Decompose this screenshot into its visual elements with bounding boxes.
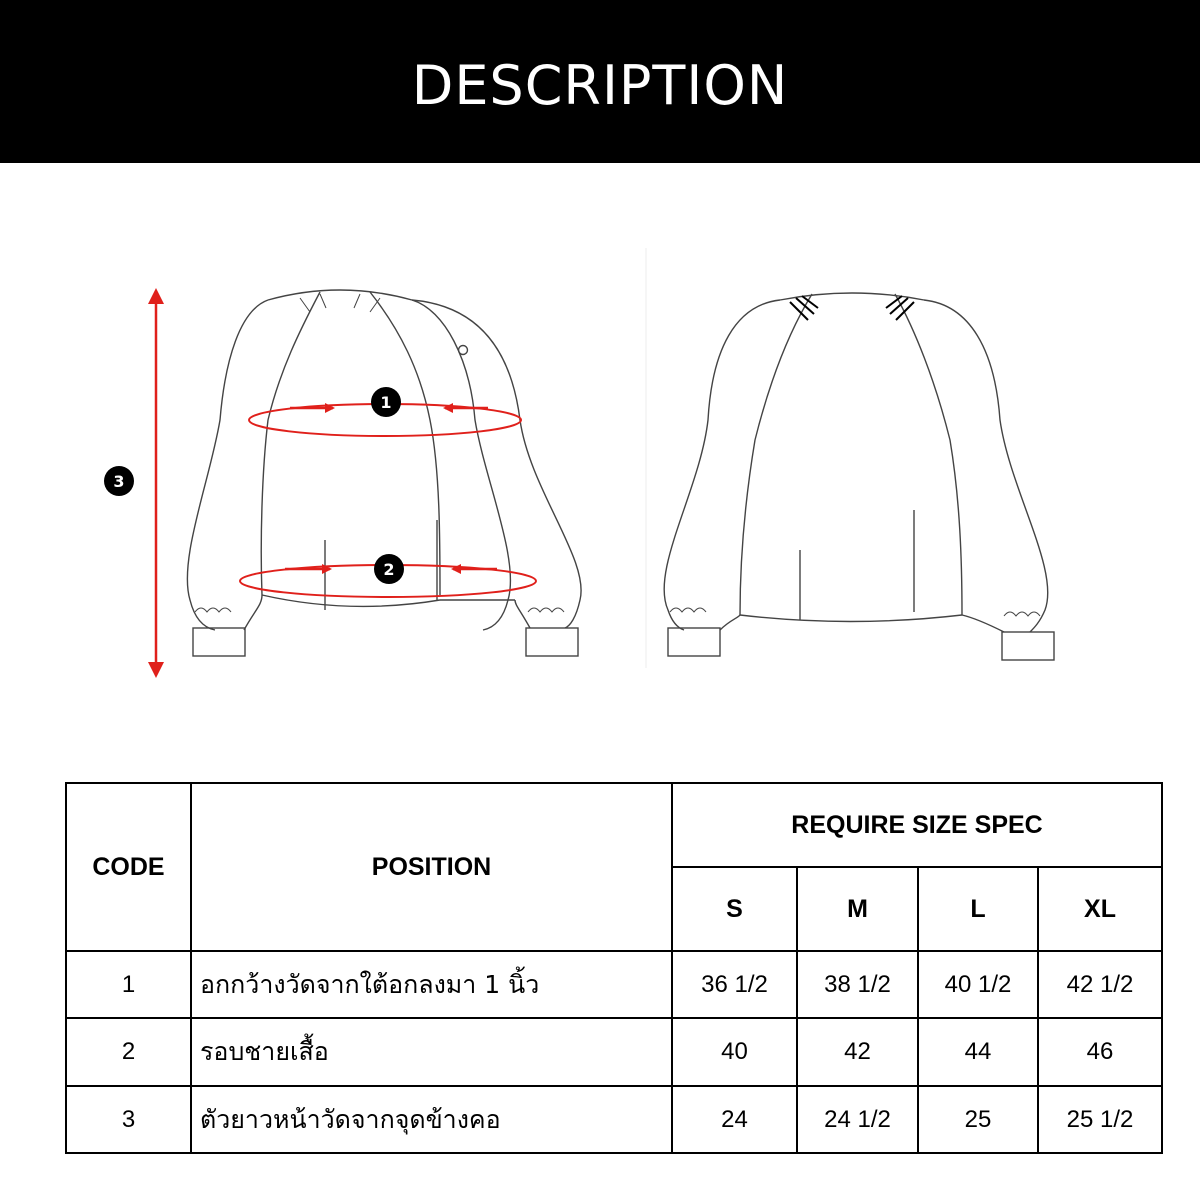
front-view-sketch <box>187 290 581 656</box>
row-value-l: 40 1/2 <box>918 951 1038 1018</box>
header-code: CODE <box>66 783 191 951</box>
header-bar <box>0 0 1200 163</box>
row-code: 1 <box>66 951 191 1018</box>
table-row <box>66 951 1162 1018</box>
size-spec-table <box>65 782 1163 1154</box>
row-position: รอบชายเสื้อ <box>191 1018 672 1086</box>
marker-3: 3 <box>113 472 125 491</box>
row-value-m: 38 1/2 <box>797 951 918 1018</box>
row-value-xl: 25 1/2 <box>1038 1086 1162 1153</box>
header-size-m: M <box>797 867 918 951</box>
row-value-xl: 46 <box>1038 1018 1162 1086</box>
marker-1: 1 <box>380 393 392 412</box>
row-code: 3 <box>66 1086 191 1153</box>
header-position: POSITION <box>191 783 672 951</box>
row-value-s: 36 1/2 <box>672 951 797 1018</box>
table-row <box>66 1086 1162 1153</box>
back-view-sketch <box>664 293 1054 660</box>
header-size-xl: XL <box>1038 867 1162 951</box>
header-size-spec: REQUIRE SIZE SPEC <box>672 783 1162 867</box>
row-value-l: 25 <box>918 1086 1038 1153</box>
row-value-l: 44 <box>918 1018 1038 1086</box>
row-code: 2 <box>66 1018 191 1086</box>
row-position: อกกว้างวัดจากใต้อกลงมา 1 นิ้ว <box>191 951 672 1018</box>
header-size-s: S <box>672 867 797 951</box>
table-row <box>66 1018 1162 1086</box>
row-value-m: 24 1/2 <box>797 1086 918 1153</box>
hem-measurement <box>240 554 536 597</box>
chest-measurement <box>249 387 521 436</box>
row-position: ตัวยาวหน้าวัดจากจุดข้างคอ <box>191 1086 672 1153</box>
row-value-m: 42 <box>797 1018 918 1086</box>
row-value-xl: 42 1/2 <box>1038 951 1162 1018</box>
length-measurement <box>104 288 164 678</box>
page-title: DESCRIPTION <box>411 54 789 117</box>
row-value-s: 40 <box>672 1018 797 1086</box>
row-value-s: 24 <box>672 1086 797 1153</box>
marker-2: 2 <box>383 560 395 579</box>
header-size-l: L <box>918 867 1038 951</box>
garment-illustration <box>0 163 1200 763</box>
